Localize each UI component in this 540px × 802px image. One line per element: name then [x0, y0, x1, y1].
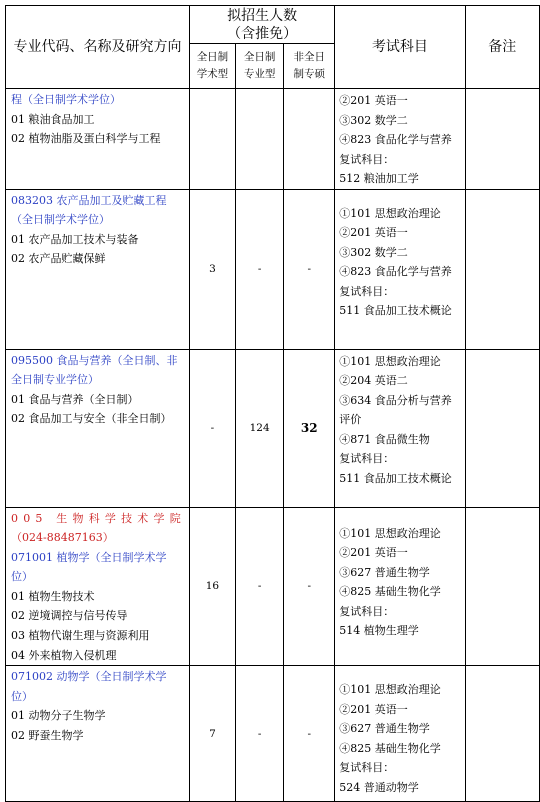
- table-row: [6, 189, 540, 349]
- major-cell: [6, 349, 190, 507]
- exam-line: ②201 英语一: [339, 702, 408, 716]
- exam-line: ④825 基础生物化学: [339, 741, 441, 755]
- subheader-academic: [189, 44, 235, 89]
- exam-line: 524 普通动物学: [339, 780, 419, 794]
- note-cell: [465, 89, 539, 190]
- table-row: [6, 349, 540, 507]
- subheader-part-time-line2: 制专硕: [293, 68, 326, 80]
- major-line: 02 逆境调控与信号传导: [11, 609, 128, 623]
- exam-line: 复试科目：: [339, 452, 395, 465]
- part-time-count: [284, 89, 335, 190]
- exam-cell: [335, 666, 465, 802]
- professional-count: -: [235, 666, 283, 802]
- table-row: [6, 507, 540, 666]
- header-note: [465, 6, 539, 89]
- academic-count: 16: [189, 507, 235, 666]
- exam-line: 复试科目：: [339, 604, 395, 618]
- major-line: 02 食品加工与安全（非全日制）: [11, 412, 172, 426]
- header-plan-label: 拟招生人数: [227, 7, 298, 24]
- part-time-count: -: [284, 189, 335, 349]
- table-row: [6, 666, 540, 802]
- major-line: 程（全日制学术学位）: [11, 93, 121, 106]
- major-line: 02 植物油脂及蛋白科学与工程: [11, 132, 161, 146]
- major-line: 095500 食品与营养（全日制、非: [11, 353, 178, 367]
- note-cell: [465, 666, 539, 802]
- header-major: [6, 6, 190, 89]
- part-time-count: -: [284, 666, 335, 802]
- college-phone: （024-88487163）: [11, 531, 114, 545]
- major-line: 02 野蚕生物学: [11, 729, 84, 743]
- exam-line: ②201 英语一: [339, 94, 408, 107]
- major-line: （全日制学术学位）: [11, 213, 110, 227]
- exam-line: ④871 食品微生物: [339, 432, 430, 446]
- exam-line: ③634 食品分析与营养: [339, 393, 452, 407]
- header-row: [6, 6, 540, 44]
- note-cell: [465, 189, 539, 349]
- major-line: 01 动物分子生物学: [11, 709, 106, 723]
- major-line: 01 农产品加工技术与装备: [11, 232, 139, 246]
- table-row: [6, 89, 540, 190]
- major-line: 01 粮油食品加工: [11, 112, 95, 126]
- header-plan-note: （含推免）: [227, 25, 298, 42]
- exam-line: ①101 思想政治理论: [339, 206, 441, 220]
- college-name: 005 生物科学技术学院: [11, 511, 186, 525]
- part-time-count: 32: [284, 349, 335, 507]
- exam-line: ③627 普通生物学: [339, 722, 430, 736]
- subheader-part-time-line1: 非全日: [293, 51, 326, 63]
- major-line: 083203 农产品加工及贮藏工程: [11, 193, 167, 207]
- subheader-professional: [235, 44, 283, 89]
- header-plan: [189, 6, 334, 44]
- exam-line: ①101 思想政治理论: [339, 526, 441, 540]
- academic-count: 3: [189, 189, 235, 349]
- major-line: 01 食品与营养（全日制）: [11, 392, 139, 406]
- professional-count: -: [235, 507, 283, 666]
- exam-line: ④823 食品化学与营养: [339, 133, 452, 146]
- exam-line: ②201 英语一: [339, 226, 408, 239]
- part-time-count: -: [284, 507, 335, 666]
- exam-line: 511 食品加工技术概论: [339, 471, 452, 485]
- admissions-table: [5, 5, 540, 802]
- exam-cell: [335, 189, 465, 349]
- professional-count: -: [235, 189, 283, 349]
- note-cell: [465, 507, 539, 666]
- subheader-academic-line1: 全日制: [196, 51, 229, 63]
- major-line: 位）: [11, 570, 33, 584]
- subheader-academic-line2: 学术型: [196, 68, 229, 80]
- exam-line: 复试科目：: [339, 152, 395, 166]
- exam-cell: [335, 349, 465, 507]
- exam-line: 评价: [339, 413, 362, 426]
- major-line: 位）: [11, 689, 33, 703]
- major-line: 01 植物生物技术: [11, 589, 95, 603]
- header-note-label: 备注: [488, 39, 517, 55]
- major-cell: [6, 666, 190, 802]
- exam-line: 511 食品加工技术概论: [339, 304, 452, 317]
- major-line: 03 植物代谢生理与资源利用: [11, 629, 150, 643]
- exam-line: ④825 基础生物化学: [339, 585, 441, 598]
- major-line: 04 外来植物入侵机理: [11, 648, 117, 662]
- exam-line: ④823 食品化学与营养: [339, 265, 452, 278]
- academic-count: [189, 89, 235, 190]
- professional-count: [235, 89, 283, 190]
- exam-line: ②204 英语二: [339, 374, 408, 387]
- exam-line: ①101 思想政治理论: [339, 354, 441, 368]
- exam-line: ③627 普通生物学: [339, 565, 430, 579]
- professional-count: 124: [235, 349, 283, 507]
- major-cell: [6, 89, 190, 190]
- exam-line: ②201 英语一: [339, 546, 408, 559]
- subheader-part-time: [284, 44, 335, 89]
- major-cell: [6, 507, 190, 666]
- academic-count: 7: [189, 666, 235, 802]
- academic-count: -: [189, 349, 235, 507]
- exam-line: 复试科目：: [339, 284, 395, 298]
- exam-line: 复试科目：: [339, 761, 395, 775]
- exam-line: ③302 数学二: [339, 245, 408, 259]
- header-exam-label: 考试科目: [371, 39, 428, 55]
- exam-cell: [335, 89, 465, 190]
- major-line: 071001 植物学（全日制学术学: [11, 550, 167, 564]
- header-major-label: 专业代码、名称及研究方向: [13, 39, 182, 55]
- subheader-professional-line1: 全日制: [243, 51, 276, 63]
- header-exam: [335, 6, 465, 89]
- subheader-professional-line2: 专业型: [243, 68, 276, 80]
- exam-line: ③302 数学二: [339, 113, 408, 127]
- major-line: 071002 动物学（全日制学术学: [11, 670, 167, 684]
- exam-line: ①101 思想政治理论: [339, 683, 441, 697]
- major-line: 02 农产品贮藏保鲜: [11, 252, 106, 266]
- major-cell: [6, 189, 190, 349]
- exam-line: 514 植物生理学: [339, 624, 419, 637]
- major-line: 全日制专业学位）: [11, 373, 99, 387]
- note-cell: [465, 349, 539, 507]
- exam-cell: [335, 507, 465, 666]
- exam-line: 512 粮油加工学: [339, 172, 419, 185]
